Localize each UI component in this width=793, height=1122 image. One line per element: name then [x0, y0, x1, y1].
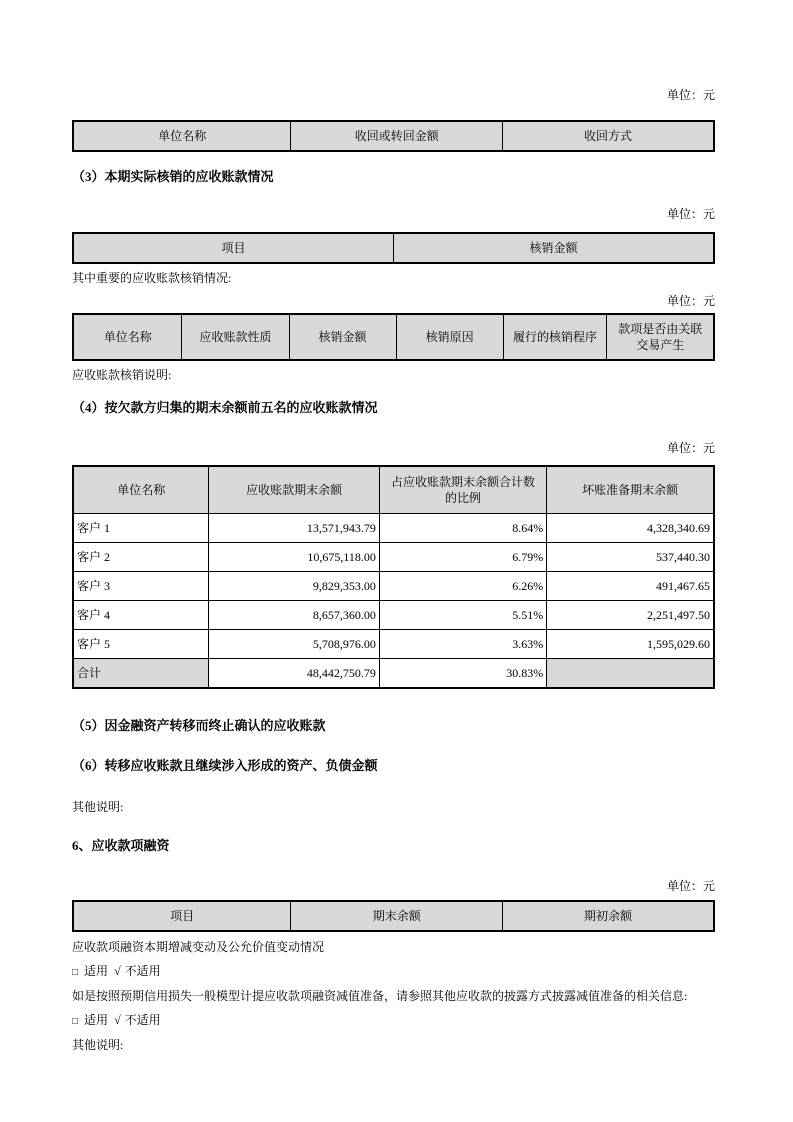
column-header: 核销金额 [394, 233, 715, 263]
checkbox-unchecked-icon: □ [72, 1016, 79, 1027]
applicable-label: 适用 [84, 1013, 109, 1027]
ending-balance-cell: 5,708,976.00 [209, 630, 380, 659]
bad-debt-cell: 4,328,340.69 [547, 514, 714, 543]
top5-receivables-table [72, 465, 715, 689]
table-row [73, 572, 714, 601]
ratio-cell: 3.63% [379, 630, 546, 659]
writeoff-table [72, 232, 715, 264]
unit-label: 单位：元 [666, 207, 715, 221]
customer-name-cell: 客户 3 [73, 572, 209, 601]
customer-name-cell: 客户 4 [73, 601, 209, 630]
table-header-row [73, 314, 714, 360]
section-heading-4: （4）按欠款方归集的期末余额前五名的应收账款情况 [72, 400, 378, 415]
column-header: 单位名称 [73, 121, 291, 151]
section-heading-6: （6）转移应收账款且继续涉入形成的资产、负债金额 [72, 758, 378, 773]
unit-label: 单位：元 [666, 441, 715, 455]
ending-balance-cell: 9,829,353.00 [209, 572, 380, 601]
table-header-row [73, 121, 714, 151]
bad-debt-cell: 1,595,029.60 [547, 630, 714, 659]
not-applicable-label: 不适用 [124, 964, 161, 978]
customer-name-cell: 客户 5 [73, 630, 209, 659]
applicable-label: 适用 [84, 964, 109, 978]
applicability-line [72, 1013, 715, 1029]
column-header: 履行的核销程序 [503, 314, 607, 360]
column-header: 项目 [73, 901, 291, 931]
financing-change-note: 应收款项融资本期增减变动及公允价值变动情况 [72, 940, 325, 954]
checkbox-unchecked-icon: □ [72, 967, 79, 978]
section-heading-5: （5）因金融资产转移而终止确认的应收账款 [72, 718, 326, 733]
table-header-row [73, 466, 714, 514]
ratio-cell: 8.64% [379, 514, 546, 543]
column-header: 核销金额 [289, 314, 396, 360]
column-header: 款项是否由关联交易产生 [607, 314, 714, 360]
table-row [73, 630, 714, 659]
other-note-label: 其他说明: [72, 1038, 124, 1052]
column-header: 应收账款性质 [182, 314, 289, 360]
other-note-label: 其他说明: [72, 800, 124, 814]
customer-name-cell: 客户 2 [73, 543, 209, 572]
unit-label: 单位：元 [666, 294, 715, 308]
bad-debt-cell: 491,467.65 [547, 572, 714, 601]
bad-debt-cell: 537,440.30 [547, 543, 714, 572]
column-header: 期初余额 [502, 901, 714, 931]
column-header: 应收账款期末余额 [209, 466, 380, 514]
ratio-cell: 6.79% [379, 543, 546, 572]
receivables-financing-heading: 6、应收款项融资 [72, 838, 170, 853]
table-row [73, 601, 714, 630]
table-row [73, 543, 714, 572]
financing-table [72, 900, 715, 932]
table-header-row [73, 233, 714, 263]
customer-name-cell: 客户 1 [73, 514, 209, 543]
ending-balance-cell: 8,657,360.00 [209, 601, 380, 630]
writeoff-detail-table [72, 313, 715, 361]
column-header: 项目 [73, 233, 394, 263]
check-icon: √ [114, 1013, 121, 1027]
column-header: 坏账准备期末余额 [547, 466, 714, 514]
unit-label: 单位：元 [666, 879, 715, 893]
total-row [73, 659, 714, 689]
column-header: 期末余额 [291, 901, 503, 931]
impairment-reference-note: 如是按照预期信用损失一般模型计提应收款项融资减值准备，请参照其他应收款的披露方式披露减值准备的相关信息: [72, 989, 688, 1003]
bad-debt-cell: 2,251,497.50 [547, 601, 714, 630]
column-header: 收回或转回金额 [291, 121, 503, 151]
column-header: 收回方式 [502, 121, 714, 151]
ratio-cell: 6.26% [379, 572, 546, 601]
recovery-table [72, 120, 715, 152]
section-heading-3: （3）本期实际核销的应收账款情况 [72, 169, 274, 184]
unit-label: 单位：元 [666, 88, 715, 102]
column-header: 单位名称 [73, 314, 182, 360]
column-header: 占应收账款期末余额合计数的比例 [379, 466, 546, 514]
important-writeoff-note: 其中重要的应收账款核销情况: [72, 271, 232, 285]
not-applicable-label: 不适用 [124, 1013, 161, 1027]
column-header: 核销原因 [396, 314, 503, 360]
column-header: 单位名称 [73, 466, 209, 514]
total-ending-balance-cell: 48,442,750.79 [209, 659, 380, 689]
table-row [73, 514, 714, 543]
total-label-cell: 合计 [73, 659, 209, 689]
ending-balance-cell: 13,571,943.79 [209, 514, 380, 543]
total-ratio-cell: 30.83% [379, 659, 546, 689]
total-bad-debt-cell [547, 659, 714, 689]
applicability-line [72, 964, 715, 980]
check-icon: √ [114, 964, 121, 978]
ending-balance-cell: 10,675,118.00 [209, 543, 380, 572]
table-header-row [73, 901, 714, 931]
writeoff-explanation-note: 应收账款核销说明: [72, 368, 172, 382]
ratio-cell: 5.51% [379, 601, 546, 630]
